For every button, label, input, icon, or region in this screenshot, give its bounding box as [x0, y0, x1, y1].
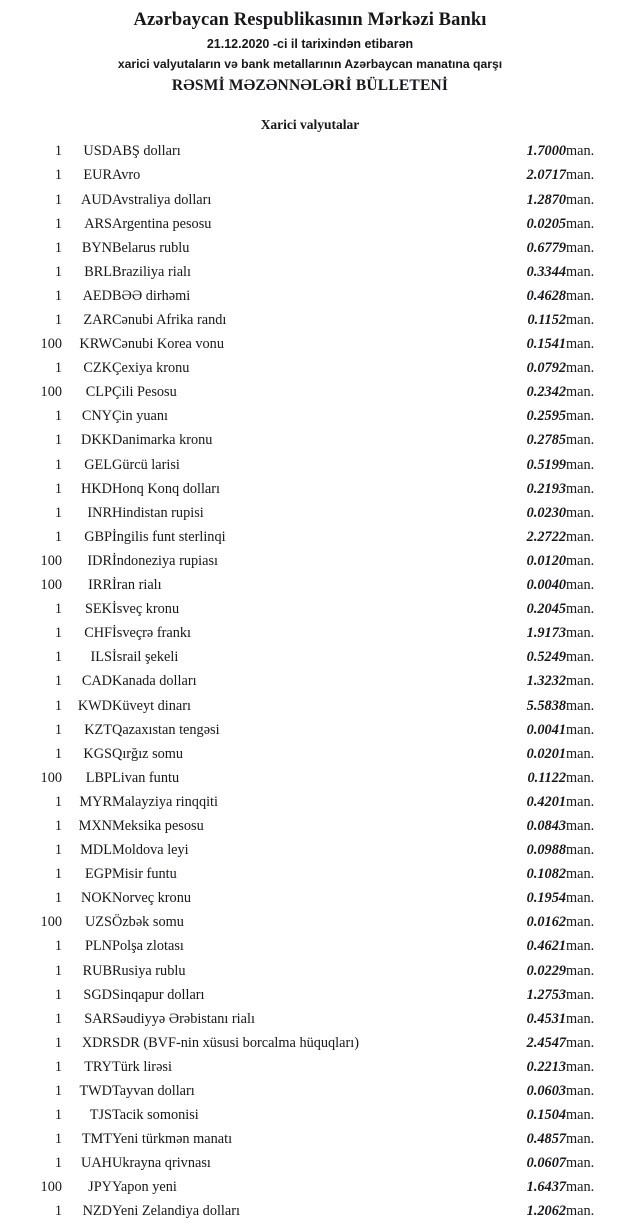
currency-name: Hindistan rupisi [112, 504, 204, 521]
currency-quantity: 1 [54, 456, 62, 473]
table-row [0, 192, 620, 216]
currency-code: HKD [81, 480, 112, 497]
currency-quantity: 1 [54, 817, 62, 834]
currency-quantity: 100 [40, 769, 62, 786]
currency-rate: 0.1152 [527, 312, 566, 328]
currency-name: Belarus rublu [112, 239, 190, 256]
currency-unit: man. [566, 962, 595, 979]
currency-name: Çin yuanı [112, 408, 168, 425]
currency-code: LBP [85, 769, 112, 786]
currency-unit: man. [566, 938, 595, 955]
table-row [0, 1083, 620, 1107]
currency-name: İran rialı [112, 577, 162, 594]
currency-code: ILS [90, 649, 112, 666]
currency-code: MYR [79, 793, 112, 810]
currency-name: Özbək somu [112, 914, 184, 931]
currency-name: Sinqapur dolları [112, 986, 205, 1003]
currency-quantity: 100 [40, 1179, 62, 1196]
currency-rate: 0.0603 [526, 1083, 566, 1099]
currency-rate: 0.2785 [526, 432, 566, 449]
currency-rate: 0.0040 [526, 577, 566, 594]
currency-quantity: 100 [40, 384, 62, 401]
table-row [0, 264, 620, 288]
currency-rate: 0.6779 [526, 239, 566, 256]
currency-quantity: 1 [54, 167, 62, 184]
currency-rate: 0.3344 [526, 263, 566, 280]
table-row [0, 384, 620, 408]
currency-rate: 1.7000 [526, 143, 566, 160]
currency-rate: 0.0843 [526, 817, 566, 834]
table-row [0, 963, 620, 987]
currency-unit: man. [566, 1010, 595, 1027]
table-row [0, 408, 620, 432]
currency-unit: man. [566, 456, 595, 473]
currency-name: Ukrayna qrivnası [112, 1155, 211, 1172]
currency-unit: man. [566, 167, 595, 184]
currency-quantity: 1 [54, 986, 62, 1003]
currency-rate: 0.4201 [526, 793, 566, 810]
currency-rate: 0.0205 [526, 215, 566, 232]
table-row [0, 866, 620, 890]
table-row [0, 505, 620, 529]
currency-unit: man. [566, 360, 595, 377]
currency-code: GBP [84, 528, 112, 545]
currency-name: Qazaxıstan tengəsi [112, 721, 220, 738]
currency-quantity: 1 [54, 408, 62, 425]
currency-name: Yeni türkmən manatı [112, 1131, 233, 1148]
currency-code: EUR [83, 167, 112, 184]
currency-name: ABŞ dolları [112, 143, 181, 160]
currency-name: Çili Pesosu [112, 384, 177, 401]
currency-code: KRW [79, 336, 112, 353]
currency-unit: man. [566, 842, 595, 859]
currency-name: İsrail şekeli [112, 649, 179, 666]
table-row [0, 1155, 620, 1179]
table-row [0, 1035, 620, 1059]
currency-quantity: 1 [54, 1058, 62, 1075]
currency-rate: 0.0120 [526, 552, 566, 569]
currency-quantity: 1 [54, 673, 62, 690]
currency-name: Qırğız somu [112, 745, 184, 762]
currency-name: BƏƏ dirhəmi [112, 287, 191, 304]
currency-unit: man. [566, 1131, 595, 1148]
currency-unit: man. [566, 1034, 595, 1051]
currency-code: TRY [84, 1058, 112, 1075]
currency-quantity: 100 [40, 552, 62, 569]
currency-code: USD [83, 143, 112, 160]
currency-quantity: 1 [54, 697, 62, 714]
currency-name: Cənubi Afrika randı [112, 312, 227, 328]
currency-unit: man. [566, 601, 595, 618]
currency-code: CZK [83, 360, 112, 377]
currency-rate: 0.0201 [526, 745, 566, 762]
section-title-foreign-currencies: Xarici valyutalar [260, 117, 360, 133]
currency-name: Cənubi Korea vonu [112, 336, 224, 353]
currency-quantity: 1 [54, 1131, 62, 1148]
table-row [0, 673, 620, 697]
table-row [0, 938, 620, 962]
currency-name: Türk lirəsi [112, 1058, 172, 1075]
currency-unit: man. [566, 1083, 595, 1099]
currency-quantity: 1 [54, 312, 62, 328]
currency-quantity: 1 [54, 528, 62, 545]
currency-code: TJS [89, 1107, 112, 1124]
table-row [0, 1107, 620, 1131]
currency-name: Livan funtu [112, 769, 180, 786]
currency-code: KGS [83, 745, 112, 762]
currency-name: Meksika pesosu [112, 817, 204, 834]
table-row [0, 746, 620, 770]
currency-quantity: 1 [54, 890, 62, 907]
subject-line: xarici valyutaların və bank metallarının Azərbaycan manatına qarşı [117, 57, 503, 72]
currency-unit: man. [566, 673, 595, 690]
table-row [0, 794, 620, 818]
currency-name: Avstraliya dolları [112, 191, 212, 208]
currency-code: NOK [81, 890, 112, 907]
currency-rate: 0.1541 [526, 336, 566, 353]
table-row [0, 553, 620, 577]
currency-name: Avro [112, 167, 141, 184]
currency-unit: man. [566, 1203, 595, 1220]
currency-code: UAH [81, 1155, 112, 1172]
currency-quantity: 1 [54, 1203, 62, 1220]
table-row [0, 842, 620, 866]
currency-rate: 0.4628 [526, 287, 566, 304]
currency-quantity: 1 [54, 842, 62, 859]
currency-code: JPY [88, 1179, 112, 1196]
table-row [0, 601, 620, 625]
currency-rate: 0.2193 [526, 480, 566, 497]
table-row [0, 914, 620, 938]
currency-quantity: 1 [54, 625, 62, 642]
currency-rate: 0.1504 [526, 1107, 566, 1124]
currency-code: CLP [85, 384, 112, 401]
exchange-rates-body [0, 143, 620, 1227]
currency-code: TWD [79, 1083, 112, 1099]
currency-name: Honq Konq dolları [112, 480, 221, 497]
currency-unit: man. [566, 1155, 595, 1172]
currency-rate: 0.2342 [526, 384, 566, 401]
currency-unit: man. [566, 239, 595, 256]
currency-unit: man. [566, 215, 595, 232]
currency-code: AED [82, 287, 112, 304]
currency-rate: 0.0229 [526, 962, 566, 979]
currency-quantity: 1 [54, 1010, 62, 1027]
currency-name: Yeni Zelandiya dolları [112, 1203, 240, 1220]
currency-quantity: 1 [54, 287, 62, 304]
currency-rate: 0.0607 [526, 1155, 566, 1172]
currency-rate: 0.1122 [527, 769, 566, 786]
currency-quantity: 1 [54, 962, 62, 979]
currency-unit: man. [566, 817, 595, 834]
currency-unit: man. [566, 263, 595, 280]
currency-rate: 0.2045 [526, 601, 566, 618]
table-row [0, 770, 620, 794]
currency-code: TMT [81, 1131, 112, 1148]
currency-unit: man. [566, 1179, 595, 1196]
currency-unit: man. [566, 336, 595, 353]
currency-quantity: 1 [54, 649, 62, 666]
currency-rate: 0.2213 [526, 1058, 566, 1075]
currency-code: ZAR [83, 312, 112, 328]
currency-quantity: 1 [54, 504, 62, 521]
currency-unit: man. [566, 914, 595, 931]
currency-rate: 0.5199 [526, 456, 566, 473]
currency-code: RUB [82, 962, 112, 979]
currency-name: Kanada dolları [112, 673, 197, 690]
currency-rate: 1.2753 [526, 986, 566, 1003]
table-row [0, 167, 620, 191]
table-row [0, 625, 620, 649]
currency-rate: 0.0230 [526, 504, 566, 521]
currency-name: Tayvan dolları [112, 1083, 195, 1099]
currency-code: CHF [84, 625, 112, 642]
exchange-rates-table [0, 143, 620, 1227]
currency-rate: 0.2595 [526, 408, 566, 425]
table-row [0, 1011, 620, 1035]
currency-name: İsveçrə frankı [112, 625, 191, 642]
currency-unit: man. [566, 191, 595, 208]
currency-unit: man. [566, 890, 595, 907]
table-row [0, 240, 620, 264]
currency-rate: 0.0988 [526, 842, 566, 859]
currency-unit: man. [566, 745, 595, 762]
currency-unit: man. [566, 287, 595, 304]
currency-code: PLN [84, 938, 112, 955]
currency-rate: 1.2062 [526, 1203, 566, 1220]
currency-name: Rusiya rublu [112, 962, 186, 979]
currency-code: MDL [80, 842, 112, 859]
currency-code: AUD [81, 191, 112, 208]
currency-rate: 1.3232 [526, 673, 566, 690]
currency-quantity: 1 [54, 1107, 62, 1124]
currency-code: UZS [84, 914, 112, 931]
currency-code: GEL [84, 456, 112, 473]
currency-unit: man. [566, 384, 595, 401]
currency-unit: man. [566, 480, 595, 497]
currency-code: EGP [84, 866, 112, 883]
currency-name: Səudiyyə Ərəbistanı rialı [112, 1010, 255, 1027]
currency-quantity: 1 [54, 239, 62, 256]
currency-code: CAD [81, 673, 112, 690]
currency-quantity: 1 [54, 480, 62, 497]
currency-quantity: 1 [54, 721, 62, 738]
bulletin-heading: RƏSMİ MƏZƏNNƏLƏRİ BÜLLETENİ [171, 77, 449, 95]
currency-code: IRR [88, 577, 112, 594]
currency-quantity: 1 [54, 263, 62, 280]
effective-date-line: 21.12.2020 -ci il tarixindən etibarən [206, 37, 414, 52]
currency-code: KZT [84, 721, 112, 738]
table-row [0, 987, 620, 1011]
table-row [0, 336, 620, 360]
table-row [0, 722, 620, 746]
currency-quantity: 1 [54, 143, 62, 160]
table-row [0, 649, 620, 673]
currency-rate: 0.4531 [526, 1010, 566, 1027]
currency-unit: man. [566, 769, 595, 786]
currency-unit: man. [566, 986, 595, 1003]
currency-code: XDR [81, 1034, 112, 1051]
currency-quantity: 1 [54, 745, 62, 762]
table-row [0, 698, 620, 722]
currency-rate: 2.0717 [526, 167, 566, 184]
currency-code: NZD [82, 1203, 112, 1220]
currency-rate: 2.2722 [526, 528, 566, 545]
currency-name: İndoneziya rupiası [112, 552, 218, 569]
currency-code: BRL [84, 263, 112, 280]
currency-name: Misir funtu [112, 866, 177, 883]
currency-code: ARS [84, 215, 112, 232]
currency-rate: 0.1082 [526, 866, 566, 883]
currency-unit: man. [566, 1107, 595, 1124]
currency-code: SEK [84, 601, 112, 618]
currency-unit: man. [566, 312, 595, 328]
currency-quantity: 1 [54, 360, 62, 377]
currency-name: Moldova leyi [112, 842, 189, 859]
currency-rate: 2.4547 [526, 1034, 566, 1051]
currency-name: Malayziya rinqqiti [112, 793, 219, 810]
currency-rate: 1.6437 [526, 1179, 566, 1196]
table-row [0, 1059, 620, 1083]
table-row [0, 1131, 620, 1155]
currency-quantity: 1 [54, 1155, 62, 1172]
currency-quantity: 100 [40, 336, 62, 353]
table-row [0, 312, 620, 336]
currency-code: BYN [81, 239, 112, 256]
currency-code: IDR [87, 552, 112, 569]
currency-unit: man. [566, 625, 595, 642]
currency-unit: man. [566, 504, 595, 521]
currency-unit: man. [566, 697, 595, 714]
currency-rate: 0.4621 [526, 938, 566, 955]
currency-name: İngilis funt sterlinqi [112, 528, 226, 545]
currency-unit: man. [566, 552, 595, 569]
currency-rate: 5.5838 [526, 697, 566, 714]
currency-code: KWD [77, 697, 112, 714]
currency-quantity: 1 [54, 938, 62, 955]
currency-code: SAR [84, 1010, 112, 1027]
currency-unit: man. [566, 577, 595, 594]
currency-name: Braziliya rialı [112, 263, 191, 280]
currency-quantity: 1 [54, 191, 62, 208]
currency-unit: man. [566, 143, 595, 160]
currency-rate: 0.0162 [526, 914, 566, 931]
table-row [0, 457, 620, 481]
currency-code: CNY [81, 408, 112, 425]
currency-quantity: 1 [54, 432, 62, 449]
currency-rate: 0.5249 [526, 649, 566, 666]
currency-unit: man. [566, 721, 595, 738]
table-row [0, 143, 620, 167]
table-row [0, 432, 620, 456]
currency-unit: man. [566, 1058, 595, 1075]
currency-quantity: 1 [54, 1083, 62, 1099]
table-row [0, 288, 620, 312]
currency-rate: 0.4857 [526, 1131, 566, 1148]
page-title: Azərbaycan Respublikasının Mərkəzi Bankı [133, 10, 487, 30]
currency-rate: 1.2870 [526, 191, 566, 208]
currency-name: Argentina pesosu [112, 215, 212, 232]
currency-name: Tacik somonisi [112, 1107, 199, 1124]
table-row [0, 529, 620, 553]
currency-quantity: 1 [54, 866, 62, 883]
currency-rate: 0.0041 [526, 721, 566, 738]
currency-unit: man. [566, 866, 595, 883]
table-row [0, 818, 620, 842]
currency-quantity: 100 [40, 577, 62, 594]
currency-code: SGD [83, 986, 112, 1003]
currency-rate: 1.9173 [526, 625, 566, 642]
table-row [0, 1203, 620, 1227]
currency-rate: 0.0792 [526, 360, 566, 377]
table-row [0, 360, 620, 384]
currency-unit: man. [566, 432, 595, 449]
currency-code: INR [87, 504, 112, 521]
currency-name: Küveyt dinarı [112, 697, 192, 714]
currency-name: Yapon yeni [112, 1179, 177, 1196]
currency-unit: man. [566, 649, 595, 666]
currency-quantity: 100 [40, 914, 62, 931]
currency-quantity: 1 [54, 1034, 62, 1051]
table-row [0, 1179, 620, 1203]
currency-name: Gürcü larisi [112, 456, 180, 473]
document-header [0, 10, 620, 95]
currency-quantity: 1 [54, 601, 62, 618]
table-row [0, 577, 620, 601]
table-row [0, 481, 620, 505]
currency-name: Norveç kronu [112, 890, 192, 907]
table-row [0, 890, 620, 914]
currency-unit: man. [566, 528, 595, 545]
currency-name: İsveç kronu [112, 601, 180, 618]
currency-quantity: 1 [54, 793, 62, 810]
currency-name: Polşa zlotası [112, 938, 184, 955]
currency-name: Çexiya kronu [112, 360, 190, 377]
currency-code: MXN [78, 817, 112, 834]
currency-name: Danimarka kronu [112, 432, 213, 449]
table-row [0, 216, 620, 240]
currency-quantity: 1 [54, 215, 62, 232]
currency-name: SDR (BVF-nin xüsusi borcalma hüquqları) [112, 1034, 359, 1051]
currency-rate: 0.1954 [526, 890, 566, 907]
currency-unit: man. [566, 408, 595, 425]
currency-unit: man. [566, 793, 595, 810]
currency-code: DKK [81, 432, 112, 449]
